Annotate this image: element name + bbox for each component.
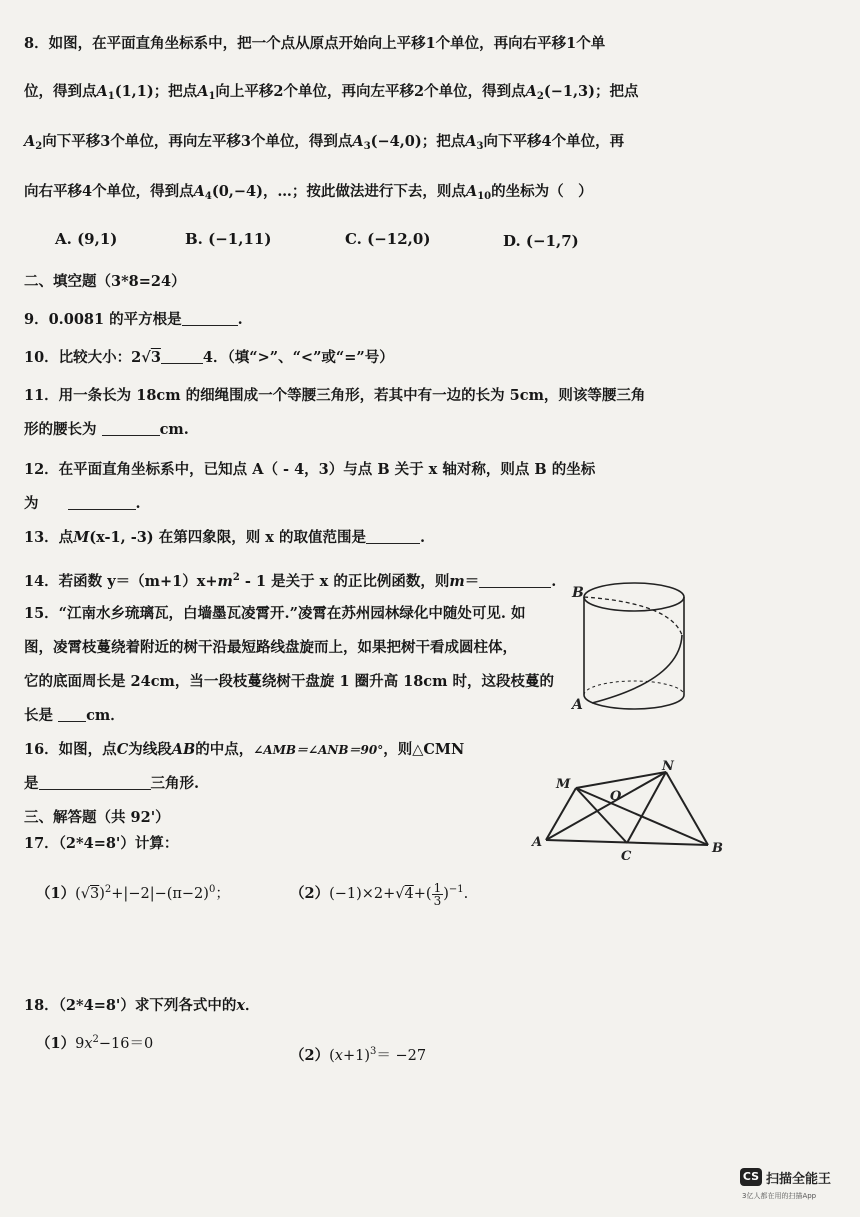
q10-blank — [161, 349, 203, 364]
q18-part2: $(2)(x+1)^3= -27$ — [290, 1046, 427, 1064]
figure-label-n: N — [662, 759, 674, 774]
q11-line1: 11．用一条长为 18cm 的细绳围成一个等腰三角形，若其中有一边的长为 5cm，则该等腰三角 — [24, 387, 646, 404]
q13: 13．点M(x-1, -3) 在第四象限，则 x 的取值范围是 . — [24, 529, 426, 546]
figure-label-o: O — [610, 789, 622, 804]
q8-option-d: D. (−1,7) — [503, 232, 579, 250]
q12-blank — [68, 495, 136, 510]
scanner-logo-icon: CS — [740, 1168, 762, 1186]
q11-blank — [102, 421, 160, 436]
q11-line2: 形的腰长为 cm. — [24, 421, 189, 438]
scanner-app-name: 扫描全能王 — [766, 1172, 832, 1187]
q15-line4: 长是 cm． — [24, 707, 125, 724]
q18-title: 18．（2*4=8'）求下列各式中的x． — [24, 997, 260, 1014]
q18-part1: $(1)9x^2-16=0$ — [36, 1034, 154, 1052]
section-2-heading: 二、填空题（3*8=24） — [24, 273, 186, 290]
cylinder-figure — [570, 575, 700, 725]
q12-line2: 为 . — [24, 495, 141, 512]
q15-line3: 它的底面周长是 24cm，当一段枝蔓绕树干盘旋 1 圈升高 18cm 时，这段枝蔓的 — [24, 673, 555, 690]
scanner-watermark — [740, 1166, 840, 1206]
q10: 10．比较大小：2√3 4．（填“>”、“<”或“=”号） — [24, 349, 394, 366]
figure-label-b: B — [712, 841, 723, 856]
q17-part2: （2）(−1)×2+√4+( $\frac{1}{3}$ )$^{-1}$. — [290, 880, 469, 908]
q9-blank — [182, 311, 238, 326]
q14-blank — [479, 573, 551, 588]
q8-line4: 向右平移4个单位，得到点$A_4(0,-4)$，…；按此做法进行下去，则点$A_{10}$的坐标为（ ） — [24, 183, 593, 202]
q8-line3: $A_2$向下平移3个单位，再向左平移3个单位，得到点$A_3(-4,0)$；把点$A_3$向下平移4个单位，再 — [24, 133, 625, 152]
q17-part1: $(1)(√3)^2+|-2|-(\pi-2)^0$； — [36, 884, 230, 902]
cylinder-label-b: B — [572, 585, 584, 601]
q14: 14．若函数 $y=(m+1)x+m^2 - 1$ 是关于 x 的正比例函数，则m＝ . — [24, 572, 557, 590]
scanner-tagline: 3亿人都在用的扫描App — [742, 1192, 817, 1200]
q13-blank — [366, 529, 420, 544]
q8-line2: 位，得到点$A_1(1,1)$；把点$A_1$向上平移2个单位，再向左平移2个单位，得到点$A_2(-1,3)$；把点 — [24, 83, 639, 102]
q8-option-c: C. (−12,0) — [345, 230, 431, 248]
q8-option-b: B. (−1,11) — [185, 230, 272, 248]
figure-label-c: C — [621, 849, 632, 864]
q15-line2: 图，凌霄枝蔓绕着附近的树干沿最短路线盘旋而上，如果把树干看成圆柱体， — [24, 639, 517, 656]
q16-blank — [39, 775, 151, 790]
q16-line1: 16．如图，点C为线段AB的中点，∠AMB＝∠ANB＝90°，则△CMN — [24, 741, 465, 758]
triangle-figure — [528, 760, 728, 870]
figure-label-a: A — [532, 835, 543, 850]
q12-line1: 12．在平面直角坐标系中，已知点 A（ - 4，3）与点 B 关于 x 轴对称，则点 B 的坐标 — [24, 461, 596, 478]
q15-blank — [58, 707, 86, 722]
figure-label-m: M — [556, 777, 571, 792]
q16-line2: 是 三角形. — [24, 775, 200, 792]
q8-line1: 8．如图，在平面直角坐标系中，把一个点从原点开始向上平移1个单位，再向右平移1个单 — [24, 35, 606, 52]
q8-option-a: A. (9,1) — [55, 230, 118, 248]
q9: 9．0.0081 的平方根是 . — [24, 311, 243, 328]
section-3-heading: 三、解答题（共 92'） — [24, 809, 170, 826]
cylinder-label-a: A — [572, 697, 583, 713]
q17-title: 17．（2*4=8'）计算： — [24, 835, 179, 852]
q15-line1: 15．“江南水乡琉璃瓦，白墙墨瓦凌霄开.”凌霄在苏州园林绿化中随处可见. 如 — [24, 605, 526, 622]
